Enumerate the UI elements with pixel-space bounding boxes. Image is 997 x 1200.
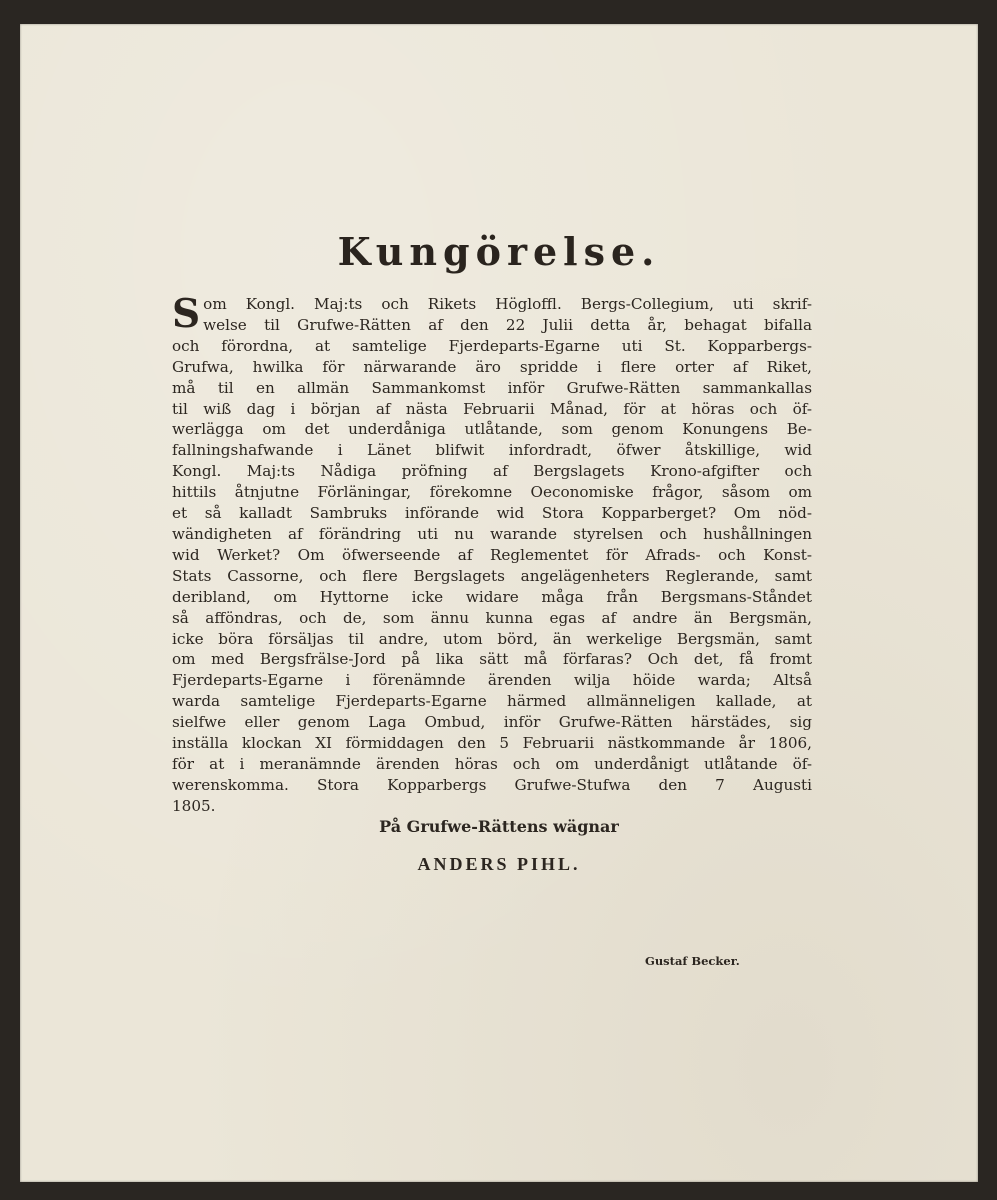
text-line: hittils åtnjutne Förläningar, förekomne Oeconomiske frågor, såsom om	[172, 483, 812, 502]
text-line: werlägga om det underdåniga utlåtande, som genom Konungens Be-	[172, 420, 812, 439]
proclamation-body	[172, 291, 812, 817]
signatory-name: ANDERS PIHL.	[417, 854, 581, 874]
text-line: til wiß dag i början af nästa Februarii Månad, för at höras och öf-	[172, 399, 812, 418]
text-line: fallningshafwande i Länet blifwit infordradt, öfwer åtskillige, wid	[172, 441, 812, 460]
text-line: wändigheten af förändring uti nu warande styrelsen och hushållningen	[172, 524, 812, 543]
text-line: och förordna, at samtelige Fjerdeparts-Egarne uti St. Kopparbergs-	[172, 336, 812, 355]
drop-cap: S	[172, 291, 201, 337]
text-line: welse til Grufwe-Rätten af den 22 Julii detta år, behagat bifalla	[203, 315, 812, 334]
document-page	[20, 24, 978, 1182]
printer-imprint: Gustaf Becker.	[645, 954, 740, 968]
text-line: Stats Cassorne, och flere Bergslagets angelägenheters Reglerande, samt	[172, 566, 812, 585]
on-behalf-line: På Grufwe-Rättens wägnar	[379, 817, 619, 836]
text-line: må til en allmän Sammankomst inför Grufwe-Rätten sammankallas	[172, 378, 812, 397]
text-line: för at i meranämnde ärenden höras och om underdånigt utlåtande öf-	[172, 754, 812, 773]
document-title: Kungörelse.	[337, 229, 661, 274]
text-line: deribland, om Hyttorne icke widare måga från Bergsmans-Ståndet	[172, 587, 812, 606]
text-line: om Kongl. Maj:ts och Rikets Högloffl. Bergs-Collegium, uti skrif-	[203, 295, 812, 313]
text-line: warda samtelige Fjerdeparts-Egarne härmed allmänneligen kallade, at	[172, 692, 812, 711]
text-line: inställa klockan XI förmiddagen den 5 Februarii nästkommande år 1806,	[172, 734, 812, 753]
text-line: icke böra försäljas til andre, utom börd, än werkelige Bergsmän, samt	[172, 629, 812, 648]
text-line: Grufwa, hwilka för närwarande äro spridde i flere orter af Riket,	[172, 357, 812, 376]
text-line: werenskomma. Stora Kopparbergs Grufwe-Stufwa den 7 Augusti	[172, 775, 812, 794]
text-line: 1805.	[172, 796, 216, 815]
text-line: Fjerdeparts-Egarne i förenämnde ärenden wilja höide warda; Altså	[172, 671, 812, 690]
text-line: om med Bergsfrälse-Jord på lika sätt må förfaras? Och det, få fromt	[172, 650, 812, 669]
text-line: så afföndras, och de, som ännu kunna egas af andre än Bergsmän,	[172, 608, 812, 627]
text-line: wid Werket? Om öfwerseende af Reglementet för Afrads- och Konst-	[172, 545, 812, 564]
text-line: Kongl. Maj:ts Nådiga pröfning af Bergslagets Krono-afgifter och	[172, 462, 812, 481]
text-line: sielfwe eller genom Laga Ombud, inför Grufwe-Rätten härstädes, sig	[172, 713, 812, 732]
text-line: et så kalladt Sambruks införande wid Stora Kopparberget? Om nöd-	[172, 504, 812, 523]
